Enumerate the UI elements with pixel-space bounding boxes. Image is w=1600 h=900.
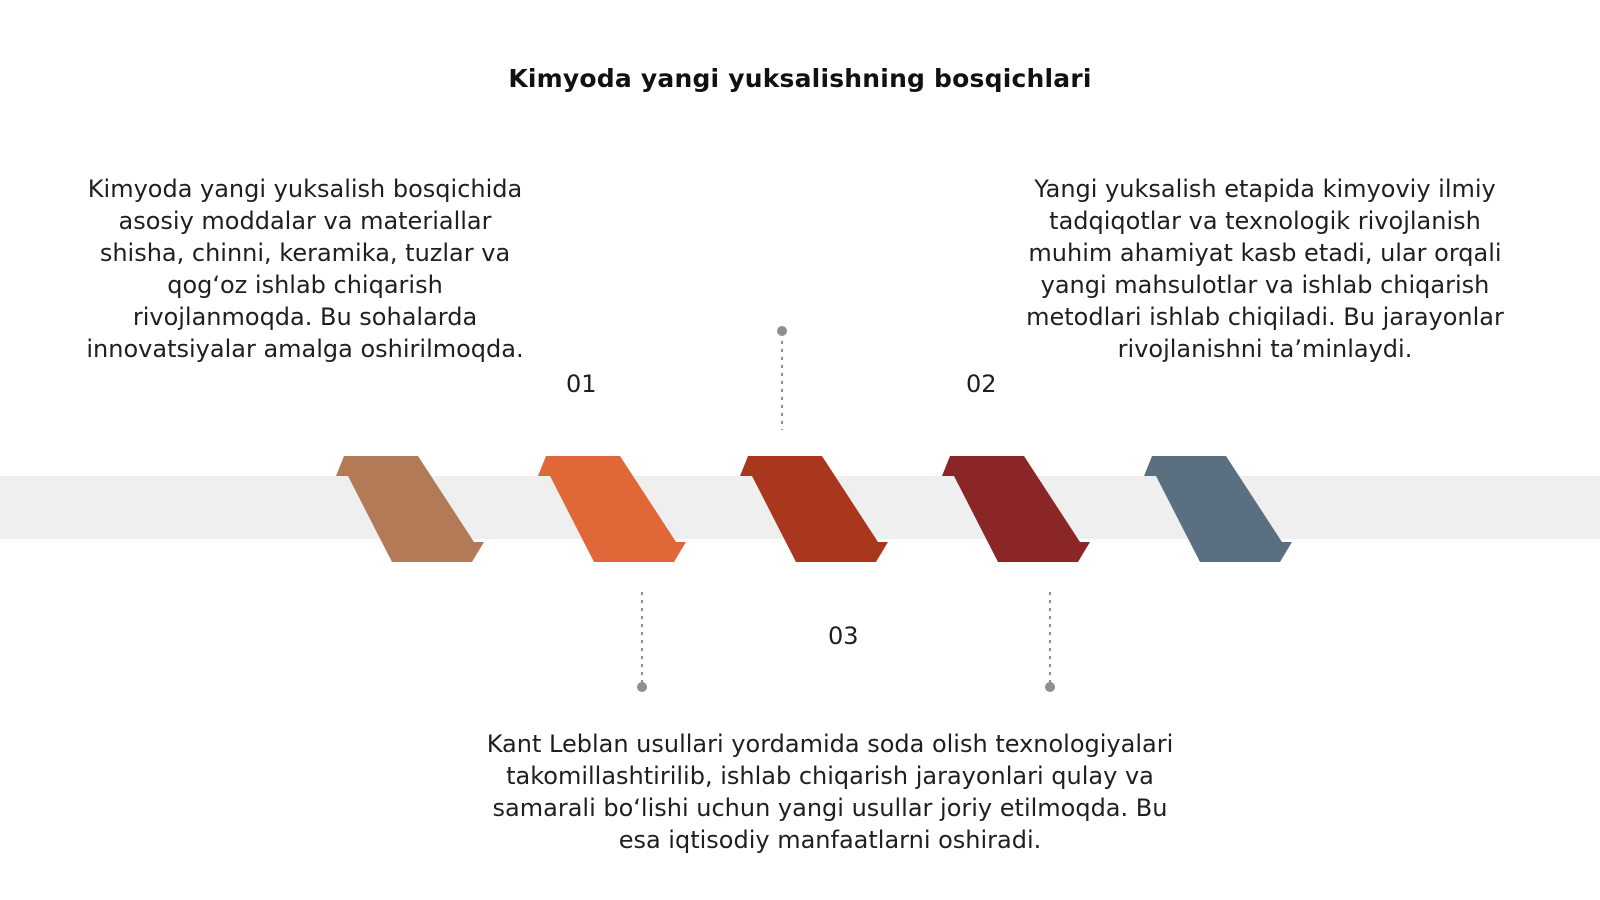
chevron-1 (336, 456, 484, 562)
page-title: Kimyoda yangi yuksalishning bosqichlari (508, 64, 1092, 93)
connector-2 (1045, 592, 1055, 692)
chevron-5 (1144, 456, 1292, 562)
step-01-number: 01 (566, 370, 597, 398)
step-03-number: 03 (828, 622, 859, 650)
step-02-number: 02 (966, 370, 997, 398)
chevron-2 (538, 456, 686, 562)
connector-1 (637, 592, 647, 692)
connector-3 (777, 326, 787, 430)
step-01-description: Kimyoda yangi yuksalish bosqichida asosiy moddalar va materiallar shisha, chinni, keramika, tuzlar va qog‘oz ishlab chiqarish rivojlanmoqda. Bu sohalarda innovatsiyalar amalga oshirilmoqda. (86, 175, 524, 363)
step-02-description: Yangi yuksalish etapida kimyoviy ilmiy tadqiqotlar va texnologik rivojlanish muhim ahamiyat kasb etadi, ular orqali yangi mahsulotlar va ishlab chiqarish metodlari ishlab chiqiladi. Bu jarayonlar rivojlanishni ta’minlaydi. (1026, 175, 1504, 363)
step-03-description: Kant Leblan usullari yordamida soda olish texnologiyalari takomillashtirilib, ishlab chiqarish jarayonlari qulay va samarali bo‘lishi uchun yangi usullar joriy etilmoqda. Bu esa iqtisodiy manfaatlarni oshiradi. (486, 730, 1174, 854)
chevron-3 (740, 456, 888, 562)
chevron-4 (942, 456, 1090, 562)
chevron-group (336, 456, 1292, 562)
